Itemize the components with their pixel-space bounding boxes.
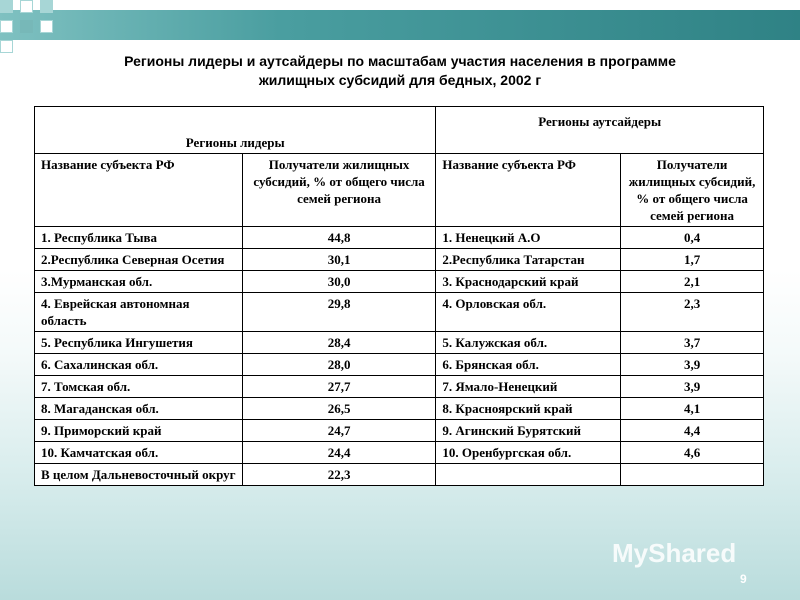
title-line-2: жилищных субсидий для бедных, 2002 г bbox=[258, 72, 542, 88]
leader-name-cell: 8. Магаданская обл. bbox=[35, 398, 243, 420]
table-row bbox=[35, 332, 764, 354]
deco-square bbox=[40, 0, 53, 13]
outsider-value-cell: 4,6 bbox=[621, 442, 764, 464]
leader-value-cell: 30,0 bbox=[242, 271, 436, 293]
header-band bbox=[0, 10, 800, 40]
table-row bbox=[35, 442, 764, 464]
leader-value-cell: 28,4 bbox=[242, 332, 436, 354]
group-header-row bbox=[35, 107, 764, 154]
leader-name-cell: 4. Еврейская автономная область bbox=[35, 293, 243, 332]
deco-square bbox=[20, 0, 33, 13]
leader-name-cell: 1. Республика Тыва bbox=[35, 227, 243, 249]
outsider-value-cell: 3,7 bbox=[621, 332, 764, 354]
leader-value-cell: 24,7 bbox=[242, 420, 436, 442]
deco-square bbox=[20, 20, 33, 33]
table-row bbox=[35, 227, 764, 249]
outsider-name-cell: 4. Орловская обл. bbox=[436, 293, 621, 332]
col-header-pct-right: Получатели жилищных субсидий, % от общего числа семей региона bbox=[621, 154, 764, 227]
regions-table bbox=[34, 106, 764, 486]
table-body bbox=[35, 227, 764, 486]
outsider-name-cell: 5. Калужская обл. bbox=[436, 332, 621, 354]
table-row bbox=[35, 398, 764, 420]
table-row bbox=[35, 293, 764, 332]
table-row bbox=[35, 249, 764, 271]
outsider-value-cell: 4,1 bbox=[621, 398, 764, 420]
leader-name-cell: 10. Камчатская обл. bbox=[35, 442, 243, 464]
table-row bbox=[35, 464, 764, 486]
leader-name-cell: В целом Дальневосточный округ bbox=[35, 464, 243, 486]
leader-value-cell: 29,8 bbox=[242, 293, 436, 332]
leader-value-cell: 44,8 bbox=[242, 227, 436, 249]
outsider-value-cell: 3,9 bbox=[621, 354, 764, 376]
column-header-row bbox=[35, 154, 764, 227]
leader-name-cell: 6. Сахалинская обл. bbox=[35, 354, 243, 376]
group-leaders-header: Регионы лидеры bbox=[35, 107, 436, 154]
deco-square bbox=[40, 20, 53, 33]
table-row bbox=[35, 376, 764, 398]
leader-value-cell: 22,3 bbox=[242, 464, 436, 486]
slide-title bbox=[40, 52, 760, 90]
outsider-name-cell: 1. Ненецкий А.О bbox=[436, 227, 621, 249]
leader-value-cell: 27,7 bbox=[242, 376, 436, 398]
leader-name-cell: 9. Приморский край bbox=[35, 420, 243, 442]
table-row bbox=[35, 271, 764, 293]
watermark-text: MyShared bbox=[612, 538, 737, 568]
col-header-name-right: Название субъекта РФ bbox=[436, 154, 621, 227]
outsider-value-cell: 4,4 bbox=[621, 420, 764, 442]
outsider-name-cell: 9. Агинский Бурятский bbox=[436, 420, 621, 442]
title-line-1: Регионы лидеры и аутсайдеры по масштабам участия населения в программе bbox=[124, 53, 676, 69]
outsider-value-cell: 0,4 bbox=[621, 227, 764, 249]
outsider-name-cell: 6. Брянская обл. bbox=[436, 354, 621, 376]
group-outsiders-header: Регионы аутсайдеры bbox=[436, 107, 764, 154]
watermark-logo bbox=[612, 538, 782, 574]
leader-name-cell: 3.Мурманская обл. bbox=[35, 271, 243, 293]
outsider-name-cell: 10. Оренбургская обл. bbox=[436, 442, 621, 464]
leader-value-cell: 24,4 bbox=[242, 442, 436, 464]
outsider-name-cell: 2.Республика Татарстан bbox=[436, 249, 621, 271]
outsider-value-cell: 1,7 bbox=[621, 249, 764, 271]
outsider-value-cell: 2,3 bbox=[621, 293, 764, 332]
table-row bbox=[35, 354, 764, 376]
leader-name-cell: 7. Томская обл. bbox=[35, 376, 243, 398]
page-number: 9 bbox=[740, 572, 747, 586]
leader-value-cell: 26,5 bbox=[242, 398, 436, 420]
deco-square bbox=[0, 0, 13, 13]
outsider-value-cell: 2,1 bbox=[621, 271, 764, 293]
leader-name-cell: 2.Республика Северная Осетия bbox=[35, 249, 243, 271]
leader-name-cell: 5. Республика Ингушетия bbox=[35, 332, 243, 354]
outsider-name-cell: 3. Краснодарский край bbox=[436, 271, 621, 293]
leader-value-cell: 28,0 bbox=[242, 354, 436, 376]
outsider-value-cell: 3,9 bbox=[621, 376, 764, 398]
outsider-value-cell bbox=[621, 464, 764, 486]
col-header-pct-left: Получатели жилищных субсидий, % от общего числа семей региона bbox=[242, 154, 436, 227]
table-row bbox=[35, 420, 764, 442]
deco-square bbox=[0, 40, 13, 53]
col-header-name-left: Название субъекта РФ bbox=[35, 154, 243, 227]
deco-square bbox=[0, 20, 13, 33]
outsider-name-cell bbox=[436, 464, 621, 486]
outsider-name-cell: 7. Ямало-Ненецкий bbox=[436, 376, 621, 398]
leader-value-cell: 30,1 bbox=[242, 249, 436, 271]
outsider-name-cell: 8. Красноярский край bbox=[436, 398, 621, 420]
